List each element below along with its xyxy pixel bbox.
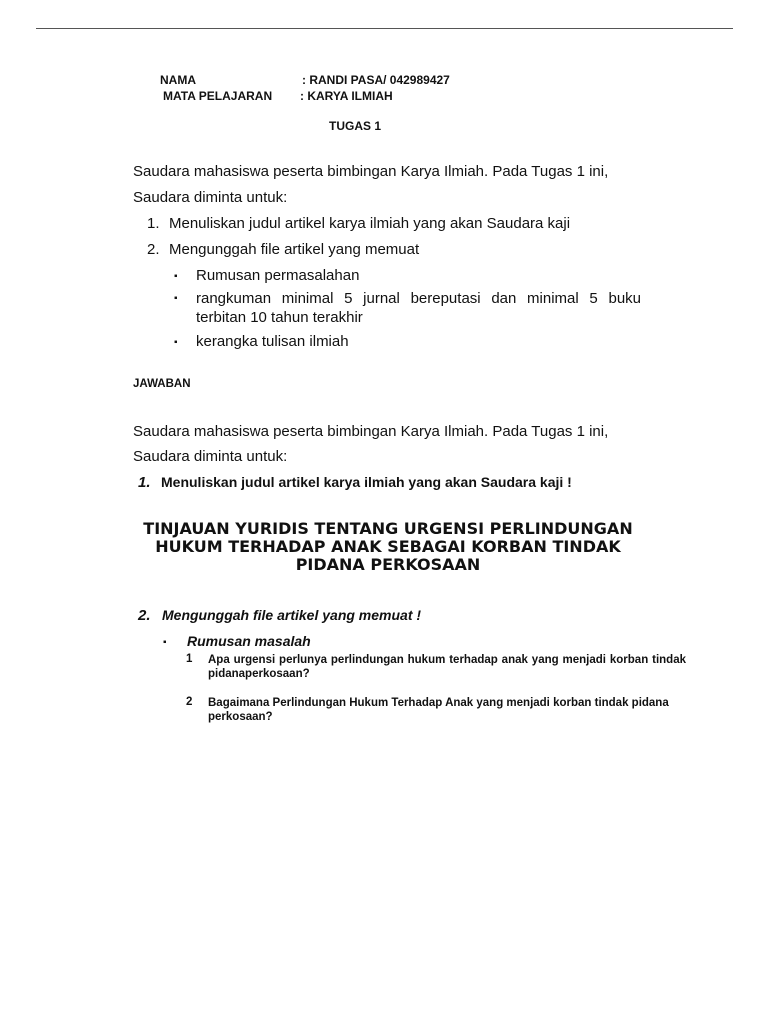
answer-item2-number: 2.: [138, 607, 151, 624]
nama-value: : RANDI PASA/ 042989427: [302, 73, 450, 87]
question-sub1: Rumusan permasalahan: [196, 267, 360, 284]
problem1-text: Apa urgensi perlunya perlindungan hukum terhadap anak yang menjadi korban tindak pidanaperkosaan?: [208, 654, 686, 680]
mapel-label: MATA PELAJARAN: [163, 89, 273, 103]
answer-intro-line1: Saudara mahasiswa peserta bimbingan Karya Ilmiah. Pada Tugas 1 ini,: [133, 423, 609, 440]
nama-label: NAMA: [160, 73, 196, 87]
answer-label: JAWABAN: [133, 378, 191, 390]
question-intro-line2: Saudara diminta untuk:: [133, 189, 288, 206]
problem1-number: 1: [186, 653, 193, 665]
rumusan-masalah-heading: Rumusan masalah: [187, 633, 311, 649]
bullet-icon: ▪: [163, 637, 167, 648]
bullet-icon: ▪: [174, 293, 178, 304]
top-rule: [36, 28, 733, 29]
tugas-heading: TUGAS 1: [329, 119, 382, 133]
question-item2: Mengunggah file artikel yang memuat: [169, 241, 420, 258]
problem2-number: 2: [186, 696, 193, 708]
question-sub3: kerangka tulisan ilmiah: [196, 333, 349, 350]
question-item1: Menuliskan judul artikel karya ilmiah yang akan Saudara kaji: [169, 215, 571, 232]
answer-item1-number: 1.: [138, 474, 151, 491]
question-item1-number: 1.: [147, 215, 160, 232]
question-intro-line1: Saudara mahasiswa peserta bimbingan Karya Ilmiah. Pada Tugas 1 ini,: [133, 163, 609, 180]
bullet-icon: ▪: [174, 337, 178, 348]
bullet-icon: ▪: [174, 271, 178, 282]
question-item2-number: 2.: [147, 241, 160, 258]
answer-item2: Mengunggah file artikel yang memuat !: [162, 607, 422, 623]
article-title: TINJAUAN YURIDIS TENTANG URGENSI PERLINDUNGAN HUKUM TERHADAP ANAK SEBAGAI KORBAN TINDAK PIDANA PERKOSAAN: [143, 519, 633, 574]
answer-item1: Menuliskan judul artikel karya ilmiah yang akan Saudara kaji !: [161, 474, 572, 490]
problem2-text: Bagaimana Perlindungan Hukum Terhadap Anak yang menjadi korban tindak pidana perkosaan?: [208, 697, 669, 723]
mapel-value: : KARYA ILMIAH: [300, 89, 393, 103]
answer-intro-line2: Saudara diminta untuk:: [133, 448, 288, 465]
question-sub2: rangkuman minimal 5 jurnal bereputasi dan minimal 5 buku terbitan 10 tahun terakhir: [196, 290, 641, 326]
